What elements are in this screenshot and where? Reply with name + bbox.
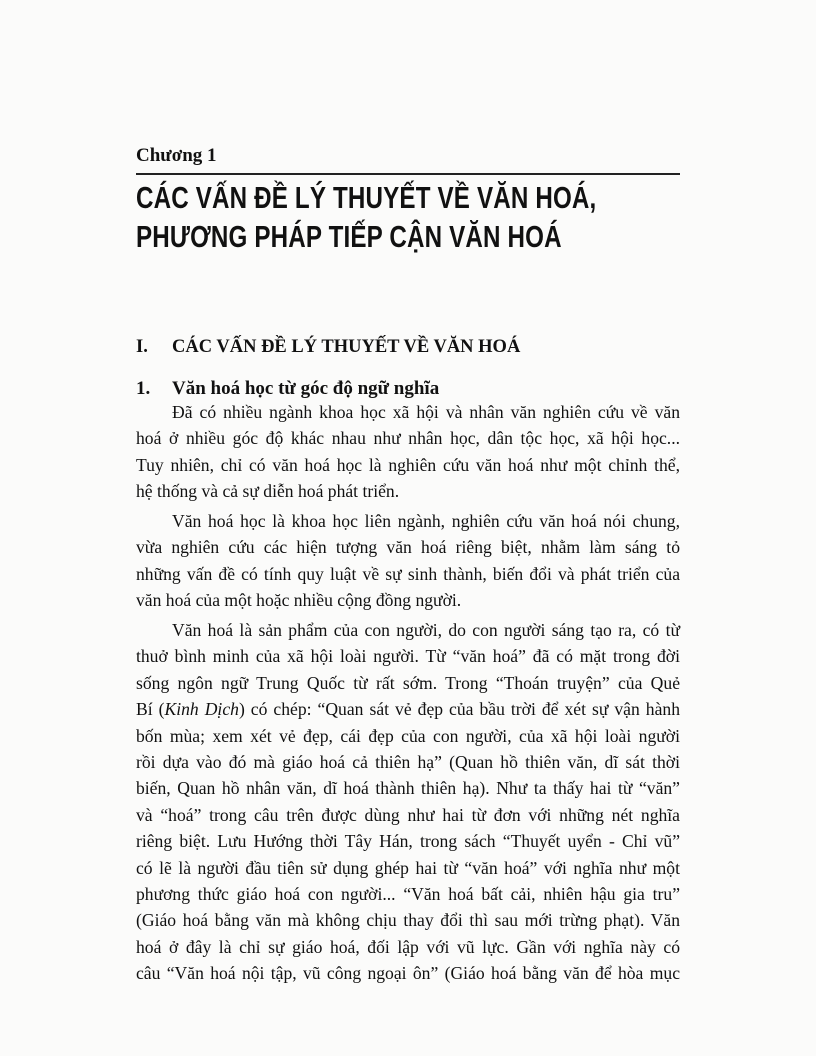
subsection-title: Văn hoá học từ góc độ ngữ nghĩa xyxy=(172,378,440,399)
paragraph-3-line: sống ngôn ngữ Trung Quốc từ rất sớm. Trong “Thoán truyện” của Quẻ xyxy=(136,672,680,693)
paragraph-2-line: văn hoá của một hoặc nhiều cộng đồng người. xyxy=(136,590,462,611)
section-number: I. xyxy=(136,337,148,357)
italic-book-title: Kinh Dịch xyxy=(164,699,239,720)
paragraph-1-line: hoá ở nhiều góc độ khác nhau như nhân học, dân tộc học, xã hội học... xyxy=(136,428,680,449)
paragraph-1-line: Tuy nhiên, chỉ có văn hoá học là nghiên cứu văn hoá như một chỉnh thể, xyxy=(136,454,680,475)
paragraph-2-line: Văn hoá học là khoa học liên ngành, nghiên cứu văn hoá nói chung, xyxy=(172,511,680,531)
section-heading xyxy=(136,337,520,358)
paragraph-3-line: Văn hoá là sản phẩm của con người, do con người sáng tạo ra, có từ xyxy=(172,620,680,640)
paragraph-3-line: rồi dựa vào đó mà giáo hoá cả thiên hạ” (Quan hồ thiên văn, dĩ sát thời xyxy=(136,752,680,772)
paragraph-2-line: vừa nghiên cứu các hiện tượng văn hoá riêng biệt, nhằm làm sáng tỏ xyxy=(136,537,680,558)
text-segment: Bí ( xyxy=(136,699,165,720)
paragraph-3-line: câu “Văn hoá nội tập, vũ công ngoại ôn” (Giáo hoá bằng văn để hòa mục xyxy=(136,963,680,984)
text-segment: ) có chép: “Quan sát vẻ đẹp của bầu trời để xét sự vận hành xyxy=(238,699,680,720)
chapter-title-line-2: PHƯƠNG PHÁP TIẾP CẬN VĂN HOÁ xyxy=(136,219,562,254)
paragraph-1-line: Đã có nhiều ngành khoa học xã hội và nhân văn nghiên cứu về văn xyxy=(172,402,680,422)
section-title: CÁC VẤN ĐỀ LÝ THUYẾT VỀ VĂN HOÁ xyxy=(172,337,521,357)
paragraph-3-line: (Giáo hoá bằng văn mà không chịu thay đổi thì sau mới trừng phạt). Văn xyxy=(136,910,680,931)
chapter-label: Chương 1 xyxy=(136,145,217,166)
paragraph-3-line: có lẽ là người đầu tiên sử dụng ghép hai từ “văn hoá” với nghĩa như một xyxy=(136,857,680,878)
paragraph-1-line: hệ thống và cả sự diễn hoá phát triển. xyxy=(136,481,400,502)
paragraph-3-line: riêng biệt. Lưu Hướng thời Tây Hán, trong sách “Thuyết uyển - Chỉ vũ” xyxy=(136,831,680,852)
paragraph-3-line xyxy=(136,698,680,720)
subsection-heading xyxy=(136,378,439,400)
paragraph-3-line: thuở bình minh của xã hội loài người. Từ “văn hoá” đã có mặt trong đời xyxy=(136,646,680,667)
paragraph-2-line: những vấn đề có tính quy luật về sự sinh thành, biến đổi và phát triển của xyxy=(136,563,680,584)
paragraph-3-line: biến, Quan hồ nhân văn, dĩ hoá thành thiên hạ). Như ta thấy hai từ “văn” xyxy=(136,778,680,799)
subsection-number: 1. xyxy=(136,378,151,399)
chapter-title-line-1: CÁC VẤN ĐỀ LÝ THUYẾT VỀ VĂN HOÁ, xyxy=(136,180,597,215)
paragraph-3-line: hoá ở đây là chỉ sự giáo hoá, đối lập với vũ lực. Gần với nghĩa này có xyxy=(136,936,680,957)
paragraph-3-line: và “hoá” trong câu trên được dùng như hai từ đơn với những nét nghĩa xyxy=(136,804,680,825)
paragraph-3-line: bốn mùa; xem xét vẻ đẹp, cái đẹp của con người, của xã hội loài người xyxy=(136,725,680,746)
chapter-rule xyxy=(136,173,680,175)
paragraph-3-line: phương thức giáo hoá con người... “Văn hoá bất cải, nhiên hậu gia tru” xyxy=(136,884,680,904)
